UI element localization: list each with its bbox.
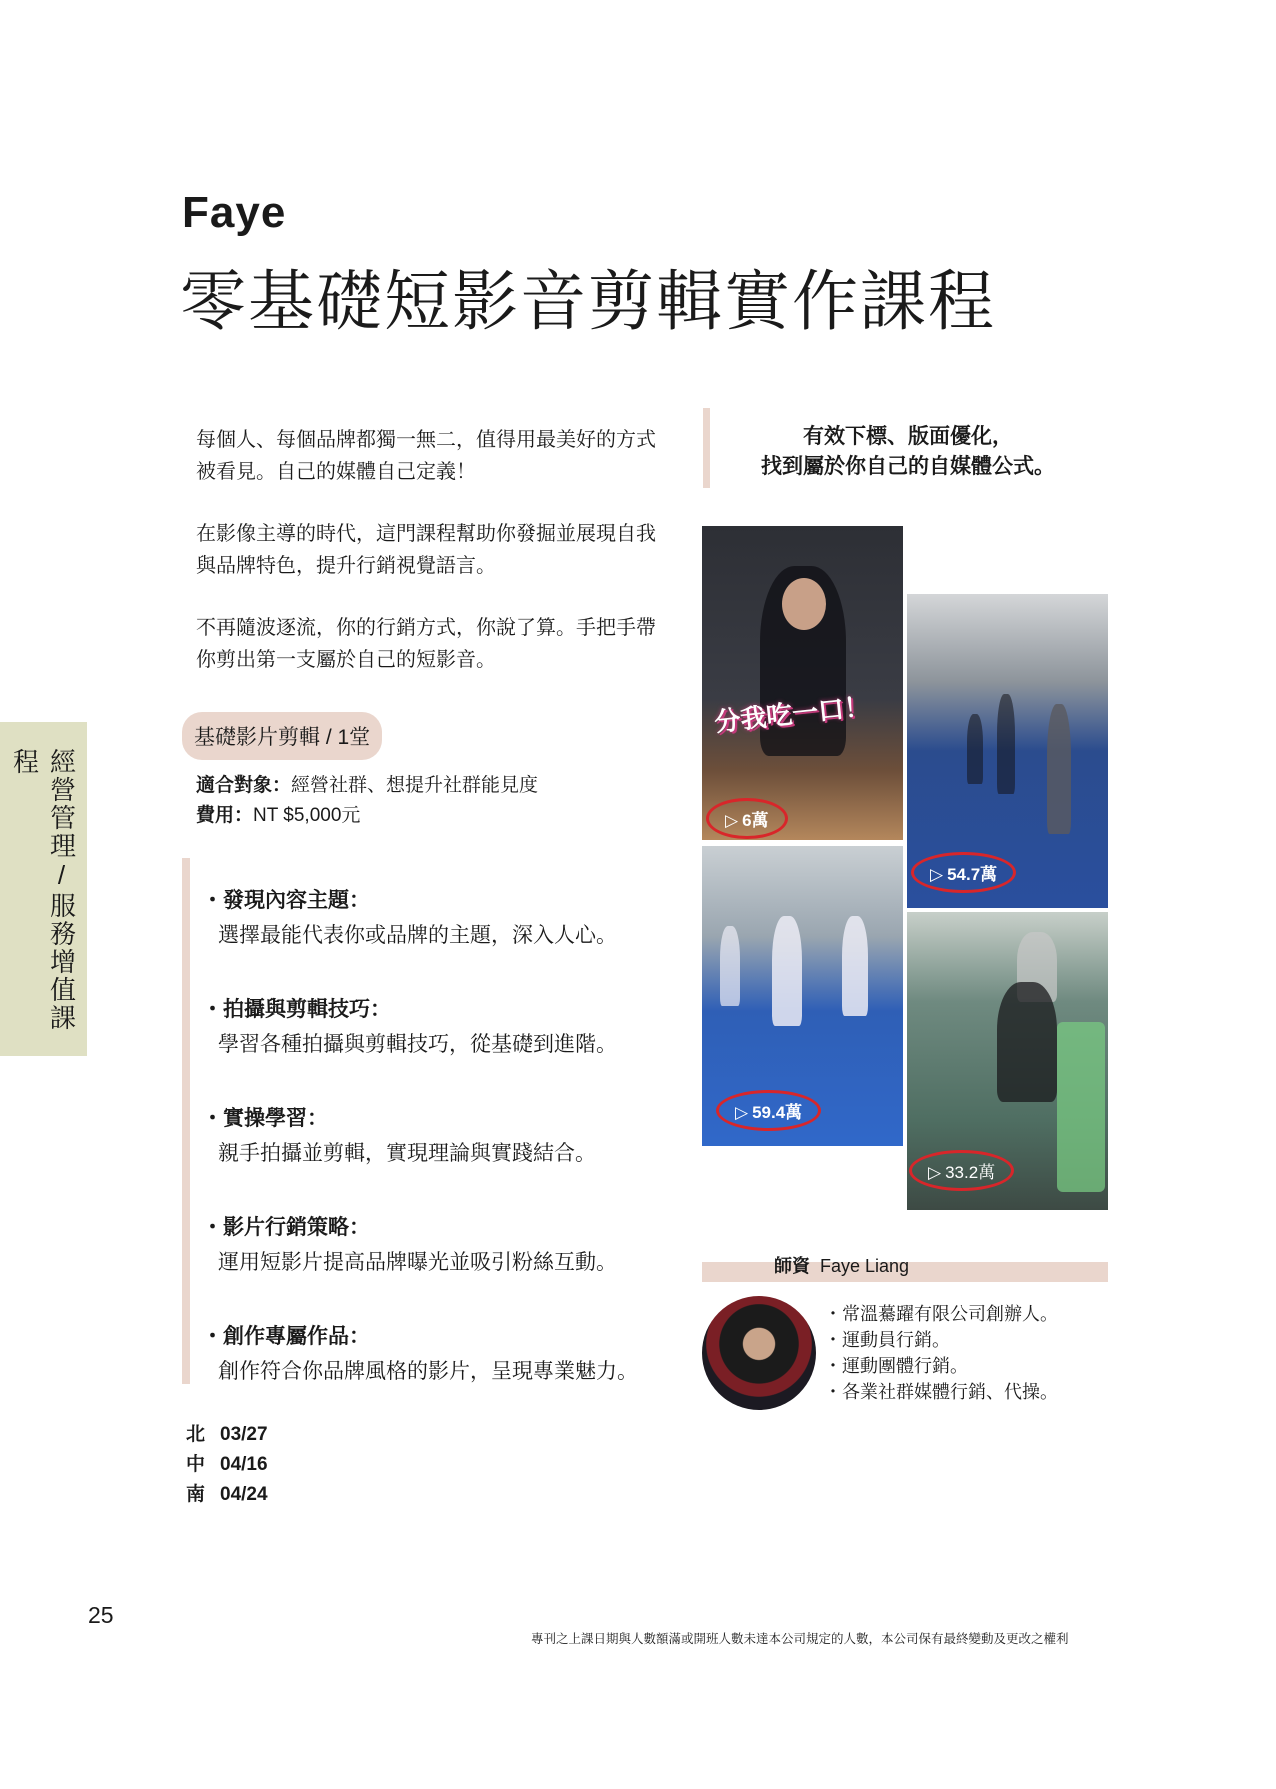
intro-paragraph: 在影像主導的時代，這門課程幫助你發掘並展現自我與品牌特色，提升行銷視覺語言。 bbox=[196, 523, 656, 577]
person-figure bbox=[967, 714, 983, 784]
feature-title: ・ 影片行銷策略： bbox=[202, 1213, 672, 1243]
date-row bbox=[186, 1450, 268, 1480]
course-meta bbox=[196, 771, 538, 831]
feature-desc: 學習各種拍攝與剪輯技巧，從基礎到進階。 bbox=[218, 1033, 617, 1056]
page-number: 25 bbox=[88, 1602, 114, 1628]
video-thumbnail bbox=[907, 594, 1108, 908]
audience-row bbox=[196, 771, 538, 801]
date-value: 04/16 bbox=[220, 1454, 268, 1475]
date-region: 南 bbox=[186, 1484, 206, 1505]
view-count: 33.2萬 bbox=[945, 1163, 996, 1182]
video-thumbnail bbox=[702, 846, 903, 1146]
date-value: 03/27 bbox=[220, 1424, 268, 1445]
person-figure bbox=[720, 926, 740, 1006]
feature-item bbox=[202, 1322, 672, 1388]
date-region: 中 bbox=[186, 1454, 206, 1475]
person-figure bbox=[842, 916, 868, 1016]
bio-item: ・ 各業社群媒體行銷、代操。 bbox=[824, 1379, 1058, 1405]
play-icon: ▷ bbox=[930, 865, 944, 884]
video-thumbnail bbox=[702, 526, 903, 840]
intro-paragraph: 每個人、每個品牌都獨一無二，值得用最美好的方式被看見。自己的媒體自己定義！ bbox=[196, 429, 656, 483]
bio-item: ・ 運動團體行銷。 bbox=[824, 1353, 1058, 1379]
audience-value: 經營社群、想提升社群能見度 bbox=[291, 775, 539, 796]
view-count: 54.7萬 bbox=[947, 865, 998, 884]
view-count-badge bbox=[716, 1090, 821, 1131]
feature-title: ・ 實操學習： bbox=[202, 1104, 672, 1134]
fee-label: 費用： bbox=[196, 805, 254, 826]
section-side-tab bbox=[0, 722, 87, 1056]
instructor-label-title: 師資 bbox=[774, 1256, 810, 1276]
person-figure bbox=[997, 694, 1015, 794]
feature-title: ・ 拍攝與剪輯技巧： bbox=[202, 995, 672, 1025]
footer-note: 專刊之上課日期與人數額滿或開班人數未達本公司規定的人數，本公司保有最終變動及更改之權利 bbox=[531, 1632, 1069, 1646]
person-figure bbox=[772, 916, 802, 1026]
person-figure bbox=[997, 982, 1057, 1102]
session-dates bbox=[186, 1420, 268, 1510]
intro-text bbox=[196, 424, 656, 706]
fee-row bbox=[196, 801, 538, 831]
feature-title: ・ 創作專屬作品： bbox=[202, 1322, 672, 1352]
feature-desc: 運用短影片提高品牌曝光並吸引粉絲互動。 bbox=[218, 1251, 617, 1274]
feature-item bbox=[202, 1104, 672, 1170]
instructor-name: Faye bbox=[182, 188, 287, 237]
instructor-label bbox=[774, 1252, 909, 1278]
play-icon: ▷ bbox=[725, 811, 739, 830]
bio-item: ・ 常溫驀躍有限公司創辦人。 bbox=[824, 1301, 1058, 1327]
instructor-bio bbox=[824, 1301, 1058, 1405]
person-figure bbox=[1047, 704, 1071, 834]
view-count: 6萬 bbox=[742, 811, 769, 830]
view-count-badge bbox=[909, 1150, 1014, 1191]
session-tag: 基礎影片剪輯 / 1堂 bbox=[182, 712, 382, 760]
date-row bbox=[186, 1480, 268, 1510]
feature-desc: 親手拍攝並剪輯，實現理論與實踐結合。 bbox=[218, 1142, 596, 1165]
bio-item: ・ 運動員行銷。 bbox=[824, 1327, 1058, 1353]
date-region: 北 bbox=[186, 1424, 206, 1445]
right-header-line: 找到屬於你自己的自媒體公式。 bbox=[761, 455, 1055, 478]
feature-item bbox=[202, 995, 672, 1061]
fee-value: NT $5,000元 bbox=[253, 805, 361, 826]
course-title: 零基礎短影音剪輯實作課程 bbox=[180, 264, 996, 338]
avatar bbox=[702, 1296, 816, 1410]
view-count: 59.4萬 bbox=[752, 1103, 803, 1122]
intro-paragraph: 不再隨波逐流，你的行銷方式，你說了算。手把手帶你剪出第一支屬於自己的短影音。 bbox=[196, 617, 656, 671]
feature-desc: 選擇最能代表你或品牌的主題，深入人心。 bbox=[218, 924, 617, 947]
feature-item bbox=[202, 1213, 672, 1279]
view-count-badge bbox=[706, 798, 788, 839]
right-header-accent-bar bbox=[703, 408, 710, 488]
feature-title: ・ 發現內容主題： bbox=[202, 886, 672, 916]
features-accent-bar bbox=[182, 858, 190, 1384]
date-value: 04/24 bbox=[220, 1484, 268, 1505]
play-icon: ▷ bbox=[735, 1103, 749, 1122]
audience-label: 適合對象： bbox=[196, 775, 292, 796]
right-header bbox=[718, 422, 1098, 482]
feature-list bbox=[202, 886, 672, 1431]
feature-item bbox=[202, 886, 672, 952]
feature-desc: 創作符合你品牌風格的影片，呈現專業魅力。 bbox=[218, 1360, 638, 1383]
face-shape bbox=[782, 578, 826, 630]
view-count-badge bbox=[911, 852, 1016, 893]
section-side-tab-label: 經營管理/服務增值課程 bbox=[9, 748, 77, 1032]
play-icon: ▷ bbox=[928, 1163, 942, 1182]
date-row bbox=[186, 1420, 268, 1450]
video-sticker-text: 分我吃一口！ bbox=[713, 690, 872, 738]
video-thumbnail bbox=[907, 912, 1108, 1210]
instructor-full-name: Faye Liang bbox=[820, 1256, 910, 1276]
chair-shape bbox=[1057, 1022, 1105, 1192]
right-header-line: 有效下標、版面優化， bbox=[803, 425, 1013, 448]
